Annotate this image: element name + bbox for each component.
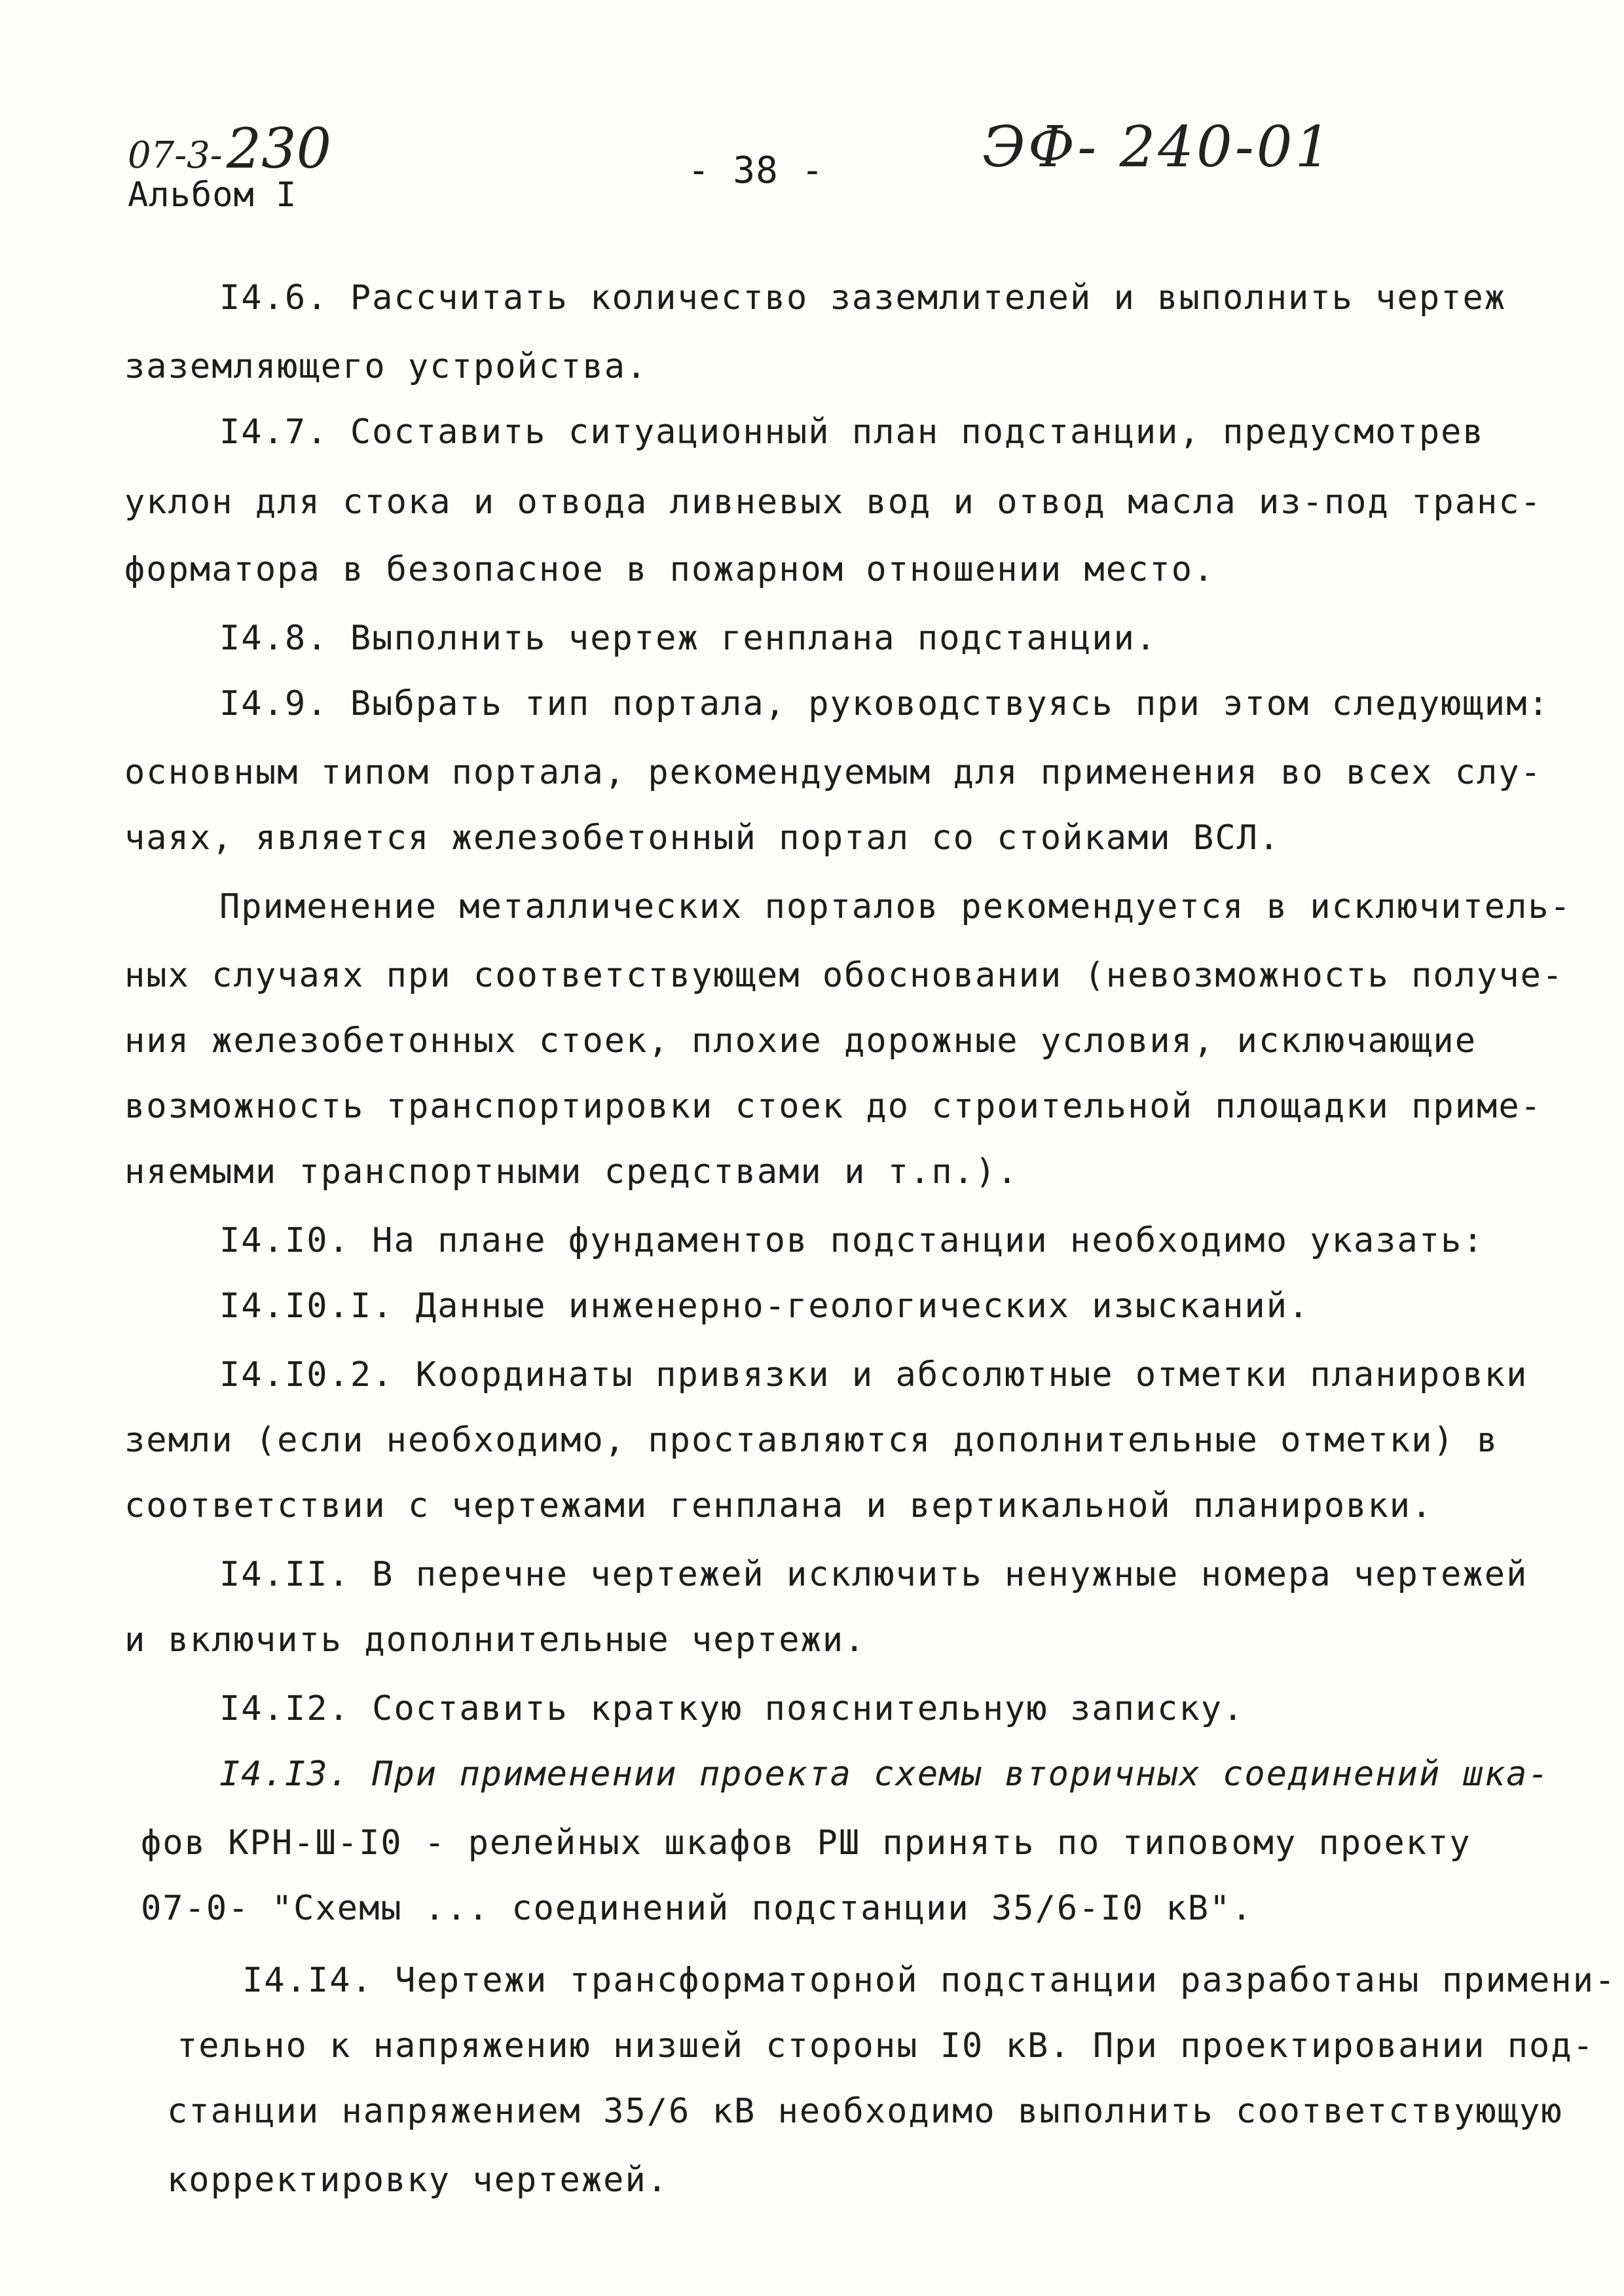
text-line: няемыми транспортными средствами и т.п.). bbox=[124, 1152, 1019, 1192]
series-prefix: 07-3- bbox=[128, 134, 223, 177]
text-line: чаях, является железобетонный портал со стойками ВСЛ. bbox=[124, 818, 1281, 858]
text-line: основным типом портала, рекомендуемым для применения во всех слу- bbox=[124, 753, 1542, 792]
text-line: и включить дополнительные чертежи. bbox=[124, 1620, 866, 1660]
album-label: Альбом I bbox=[128, 175, 297, 215]
text-line: I4.I2. Составить краткую пояснительную записку. bbox=[219, 1689, 1245, 1728]
series-number bbox=[128, 117, 331, 181]
text-line: ных случаях при соответствующем обосновании (невозможность получе- bbox=[124, 956, 1564, 995]
text-line: форматора в безопасное в пожарном отношении место. bbox=[124, 550, 1215, 589]
series-number-handwritten: 230 bbox=[226, 117, 332, 181]
text-line: соответствии с чертежами генплана и вертикальной планировки. bbox=[124, 1486, 1433, 1525]
text-line: Применение металлических порталов рекомендуется в исключитель- bbox=[219, 887, 1572, 926]
text-line: возможность транспортировки стоек до строительной площадки приме- bbox=[124, 1087, 1542, 1126]
text-line: I4.II. В перечне чертежей исключить ненужные номера чертежей bbox=[219, 1555, 1528, 1594]
text-line: заземляющего устройства. bbox=[124, 347, 648, 386]
text-line: I4.I0. На плане фундаментов подстанции необходимо указать: bbox=[219, 1221, 1485, 1260]
document-code: ЭФ- 240-01 bbox=[982, 115, 1334, 180]
text-line: I4.I0.2. Координаты привязки и абсолютные отметки планировки bbox=[219, 1355, 1528, 1394]
text-line: корректировку чертежей. bbox=[167, 2160, 669, 2200]
text-line: I4.I4. Чертежи трансформаторной подстанции разработаны примени- bbox=[242, 1961, 1617, 2000]
text-line: I4.8. Выполнить чертеж генплана подстанции. bbox=[219, 619, 1158, 658]
text-line: тельно к напряжению низшей стороны I0 кВ. При проектировании под- bbox=[177, 2026, 1595, 2066]
text-line: станции напряжением 35/6 кВ необходимо выполнить соответствующую bbox=[167, 2092, 1563, 2131]
text-line: I4.6. Рассчитать количество заземлителей и выполнить чертеж bbox=[219, 278, 1507, 318]
page-number: - 38 - bbox=[688, 149, 824, 192]
text-line: фов КРН-Ш-I0 - релейных шкафов РШ принять по типовому проекту bbox=[141, 1823, 1471, 1863]
text-line: I4.9. Выбрать тип портала, руководствуясь при этом следующим: bbox=[219, 684, 1550, 723]
text-line: земли (если необходимо, проставляются дополнительные отметки) в bbox=[124, 1421, 1499, 1460]
text-line: I4.I3. При применении проекта схемы вторичных соединений шка- bbox=[219, 1755, 1550, 1794]
text-line: I4.7. Составить ситуационный план подстанции, предусмотрев bbox=[219, 412, 1485, 452]
text-line: уклон для стока и отвода ливневых вод и отвод масла из-под транс- bbox=[124, 483, 1542, 522]
text-line: 07-0- "Схемы ... соединений подстанции 35/6-I0 кВ". bbox=[141, 1889, 1253, 1928]
text-line: I4.I0.I. Данные инженерно-геологических изысканий. bbox=[219, 1286, 1310, 1326]
text-line: ния железобетонных стоек, плохие дорожные условия, исключающие bbox=[124, 1021, 1477, 1061]
